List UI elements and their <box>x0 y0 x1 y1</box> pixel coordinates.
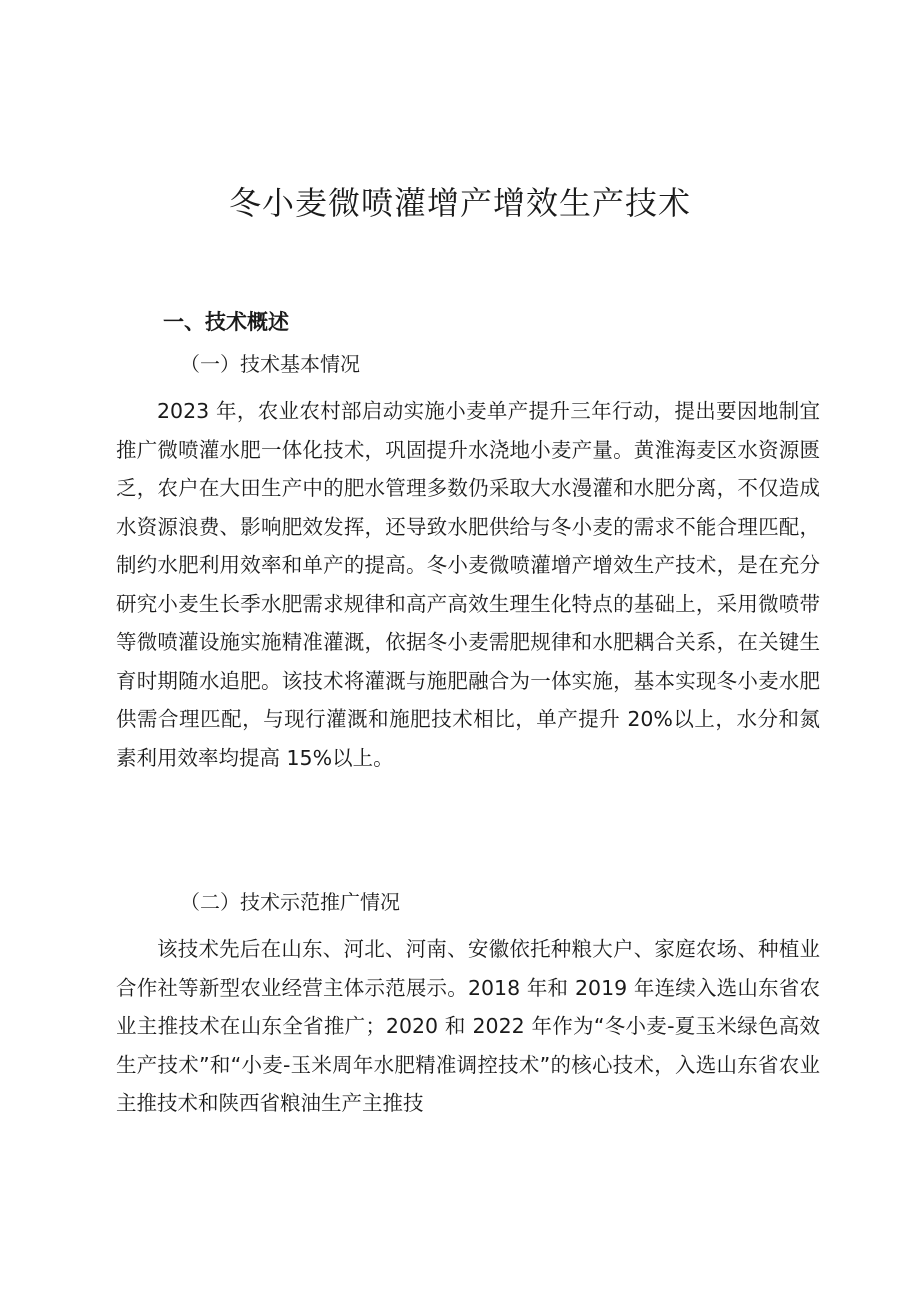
paragraph-promotion: 该技术先后在山东、河北、河南、安徽依托种粮大户、家庭农场、种植业合作社等新型农业经营主体示范展示。2018 年和 2019 年连续入选山东省农业主推技术在山东全省推广；2020 和 2022 年作为“冬小麦-夏玉米绿色高效生产技术”和“小麦-玉米周年水肥精准调控技术”的核心技术，入选山东省农业主推技术和陕西省粮油生产主推技 <box>116 937 820 1115</box>
section-heading-overview: 一、技术概述 <box>163 310 289 334</box>
paragraph-basic: 2023 年，农业农村部启动实施小麦单产提升三年行动，提出要因地制宜推广微喷灌水肥一体化技术，巩固提升水浇地小麦产量。黄淮海麦区水资源匮乏，农户在大田生产中的肥水管理多数仍采取大水漫灌和水肥分离，不仅造成水资源浪费、影响肥效发挥，还导致水肥供给与冬小麦的需求不能合理匹配，制约水肥利用效率和单产的提高。冬小麦微喷灌增产增效生产技术，是在充分研究小麦生长季水肥需求规律和高产高效生理生化特点的基础上，采用微喷带等微喷灌设施实施精准灌溉，依据冬小麦需肥规律和水肥耦合关系，在关键生育时期随水追肥。该技术将灌溉与施肥融合为一体实施，基本实现冬小麦水肥供需合理匹配，与现行灌溉和施肥技术相比，单产提升 20%以上，水分和氮素利用效率均提高 15%以上。 <box>116 399 820 770</box>
subsection-heading-basic: （一）技术基本情况 <box>180 352 360 376</box>
subsection-heading-promotion: （二）技术示范推广情况 <box>180 890 400 914</box>
document-title: 冬小麦微喷灌增产增效生产技术 <box>228 184 691 222</box>
